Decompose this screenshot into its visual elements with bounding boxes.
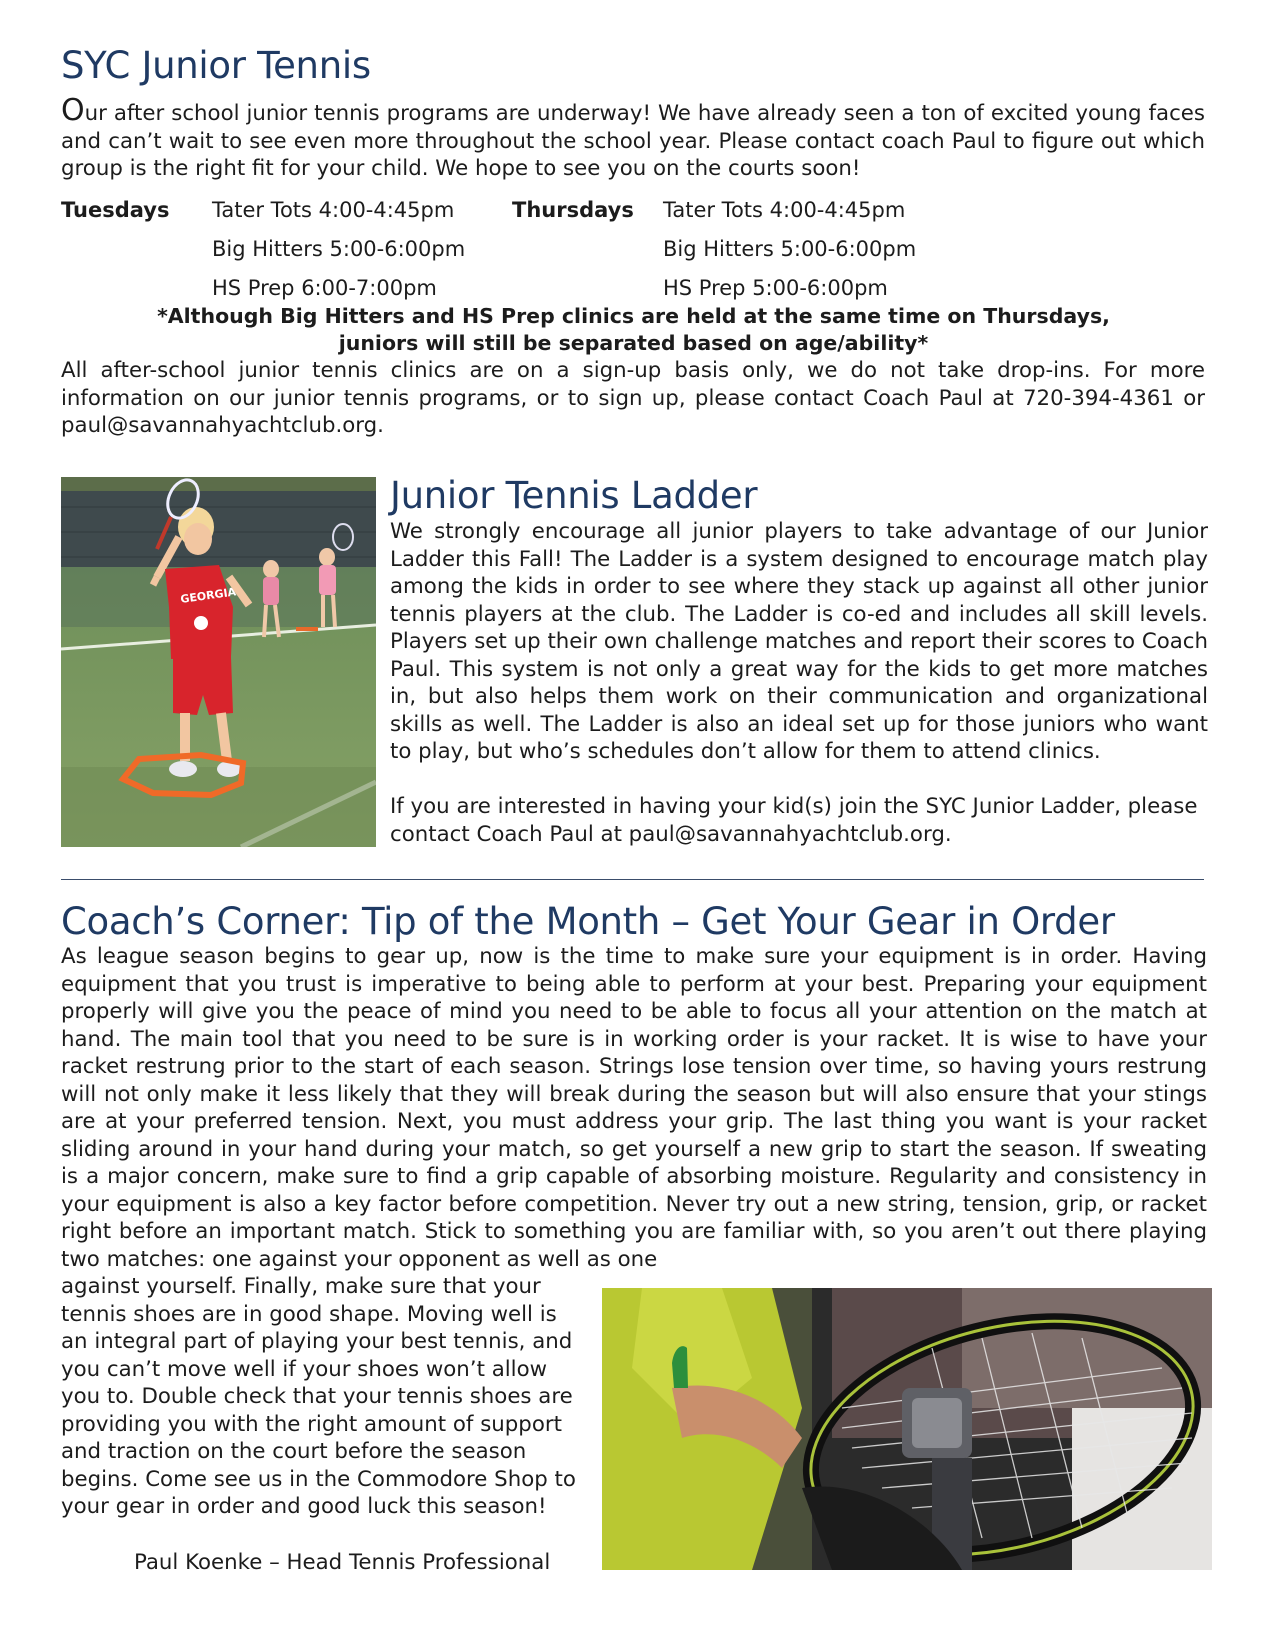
signup-info: All after-school junior tennis clinics are on a sign-up basis only, we do not take drop-ins. For more information on our junior tennis programs, or to sign up, please contact Coach Paul at 720-394-4361 or paul@savannahyachtclub.org. — [61, 358, 1205, 438]
schedule-item: HS Prep 5:00-6:00pm — [663, 276, 888, 300]
junior-player-photo — [61, 477, 376, 847]
schedule-item: Big Hitters 5:00-6:00pm — [663, 237, 917, 261]
coach-corner-title: Coach’s Corner: Tip of the Month – Get Your Gear in Order — [61, 900, 1115, 943]
coach-corner-body: As league season begins to gear up, now is the time to make sure your equipment is in order. Having equipment that you trust is imperative to being able to perform at your best. Preparing your equipment properly will give you the peace of mind you need to be able to focus all your attention on the match at hand. The main tool that you need to be sure is in working order is your racket. It is wise to have your racket restrung prior to the start of each season. Strings lose tension over time, so having yours restrung will not only make it less likely that they will break during the season but will also ensure that your stings are at your preferred tension. Next, you must address your grip. The last thing you want is your racket sliding around in your hand during your match, so get yourself a new grip to start the season. If sweating is a major concern, make sure to find a grip capable of absorbing moisture. Regularity and consistency in your equipment is also a key factor before competition. Never try out a new string, tension, grip, or racket right before an important match. Stick to something you are familiar with, so you aren’t out there playing two matches: one against your opponent as well as one — [61, 944, 1207, 1272]
section-divider — [61, 879, 1204, 880]
schedule-item: Tater Tots 4:00-4:45pm — [663, 198, 906, 222]
coach-signature: Paul Koenke – Head Tennis Professional — [134, 1550, 551, 1575]
schedule-day-thursday: Thursdays — [512, 198, 634, 222]
intro-text: ur after school junior tennis programs are underway! We have already seen a ton of excited young faces and can’t wait to see even more throughout the school year. Please contact coach Paul to figure out which group is the right fit for your child. We hope to see you on the courts soon! — [61, 101, 1205, 181]
ladder-title: Junior Tennis Ladder — [390, 474, 758, 517]
junior-tennis-intro — [61, 93, 1205, 183]
drop-cap: O — [61, 93, 85, 128]
schedule-item: Tater Tots 4:00-4:45pm — [212, 198, 455, 222]
junior-tennis-title: SYC Junior Tennis — [61, 44, 371, 87]
shirt-text: GEORGIA — [179, 585, 237, 606]
ladder-body: We strongly encourage all junior players to take advantage of our Junior Ladder this Fall! The Ladder is a system designed to encourage match play among the kids in order to see where they stack up against all other junior tennis players at the club. The Ladder is co-ed and includes all skill levels. Players set up their own challenge matches and report their scores to Coach Paul. This system is not only a great way for the kids to get more matches in, but also helps them work on their communication and organizational skills as well. The Ladder is also an ideal set up for those juniors who want to play, but who’s schedules don’t allow for them to attend clinics. — [390, 519, 1208, 764]
schedule-note-line1: *Although Big Hitters and HS Prep clinics are held at the same time on Thursdays, — [157, 304, 1110, 328]
schedule-item: Big Hitters 5:00-6:00pm — [212, 237, 466, 261]
ladder-contact: If you are interested in having your kid(s) join the SYC Junior Ladder, please contact Coach Paul at paul@savannahyachtclub.org. — [390, 794, 1198, 847]
schedule-day-tuesday: Tuesdays — [61, 198, 170, 222]
schedule-item: HS Prep 6:00-7:00pm — [212, 276, 437, 300]
racket-stringing-photo — [602, 1288, 1212, 1570]
coach-corner-body-column: against yourself. Finally, make sure that your tennis shoes are in good shape. Moving well is an integral part of playing your best tennis, and you can’t move well if your shoes won’t allow you to. Double check that your tennis shoes are providing you with the right amount of support and traction on the court before the season begins. Come see us in the Commodore Shop to your gear in order and good luck this season! — [61, 1274, 576, 1519]
schedule-note-line2: juniors will still be separated based on age/ability* — [338, 331, 929, 355]
